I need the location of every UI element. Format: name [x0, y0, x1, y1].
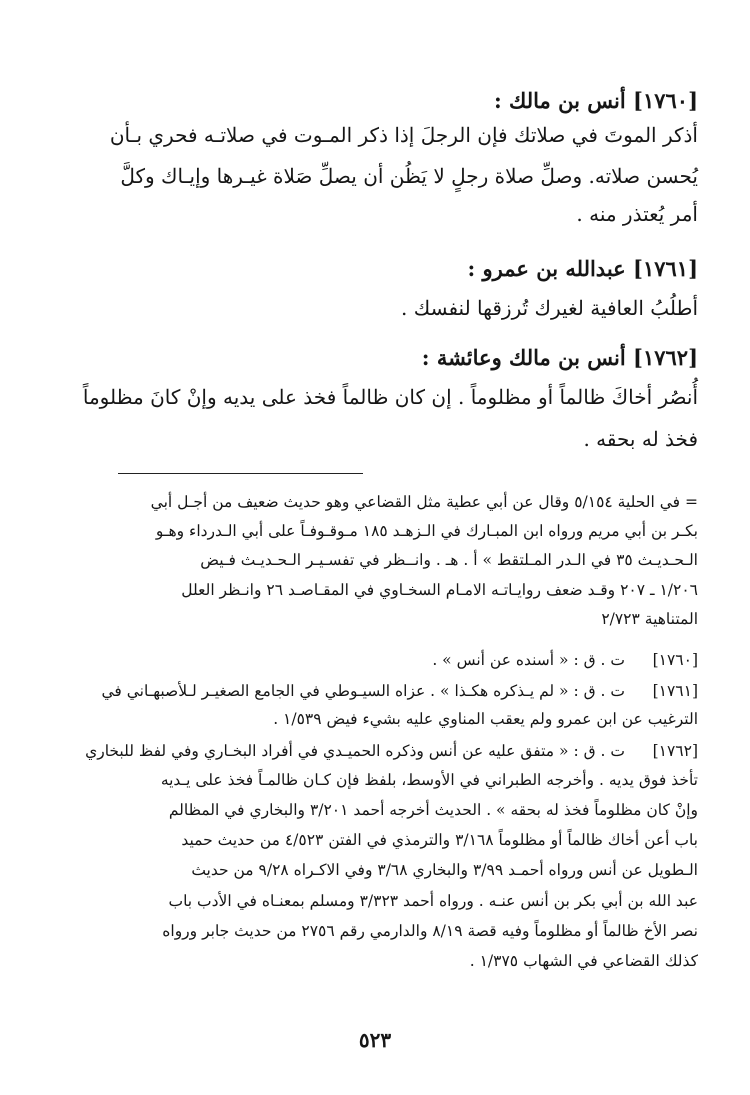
- footnote-line: ١/٢٠٦ ـ ٢٠٧ وقـد ضعف روايـاتـه الامـام السخـاوي في المقـاصـد ٢٦ وانـظر العلل: [181, 581, 698, 599]
- page-number: ٥٢٣: [358, 1028, 392, 1052]
- footnote-line: باب أعن أخاك ظالماً أو مظلوماً ٣/١٦٨ والترمذي في الفتن ٤/٥٢٣ من حديث حميد: [181, 831, 698, 849]
- hadith-text-line: أطلُبُ العافية لغيرك تُرزقها لنفسك .: [401, 296, 698, 320]
- entry-narrator: أنس بن مالك :: [493, 88, 626, 113]
- footnote-line: ت . ق : « لم يـذكره هكـذا » . عزاه السيـوطي في الجامع الصغيـر لـلأصبهـاني في: [101, 682, 625, 700]
- footnote-line: بكـر بن أبي مريم ورواه ابن المبـارك في الـزهـد ١٨٥ مـوقـوفـاً على أبي الـدرداء وهـو: [155, 522, 698, 540]
- entry-narrator: عبدالله بن عمرو :: [467, 256, 626, 281]
- footnote-number: [١٧٦٠]: [652, 651, 698, 669]
- entry-number: [١٧٦١]: [633, 256, 698, 281]
- footnote-line: عبد الله بن أبي بكر بن أنس عنـه . ورواه أحمد ٣/٣٢٣ ومسلم بمعنـاه في الأدب باب: [168, 892, 698, 910]
- hadith-text-line: يُحسن صلاته. وصلِّ صلاة رجلٍ لا يَظُن أن يصلِّ صَلاة غيـرها وإيـاك وكلَّ: [120, 164, 698, 188]
- entry-number: [١٧٦٢]: [633, 345, 698, 370]
- footnote-number: [١٧٦١]: [652, 682, 698, 700]
- entry-heading: [60, 86, 698, 116]
- footnote-line: = في الحلية ٥/١٥٤ وقال عن أبي عطية مثل القضاعي وهو حديث ضعيف من أجـل أبي: [150, 493, 698, 511]
- footnote-line: وإنْ كان مظلوماً فخذ له بحقه » . الحديث أخرجه أحمد ٣/٢٠١ والبخاري في المظالم: [168, 801, 698, 819]
- footnote-number: [١٧٦٢]: [652, 742, 698, 760]
- hadith-text-line: أذكر الموتَ في صلاتك فإن الرجلَ إذا ذكر المـوت في صلاتـه فحري بـأن: [109, 123, 698, 147]
- entry-heading: [60, 254, 698, 284]
- hadith-text-line: أمر يُعتذر منه .: [576, 202, 698, 226]
- hadith-text-line: أُنصُر أخاكَ ظالماً أو مظلوماً . إن كان ظالماً فخذ على يديه وإنْ كانَ مظلوماً: [82, 385, 698, 409]
- footnote-line: ت . ق : « متفق عليه عن أنس وذكره الحميـدي في أفراد البخـاري وفي لفظ للبخاري: [85, 742, 625, 760]
- footnote-line: نصر الأخ ظالماً أو مظلوماً وفيه قصة ٨/١٩ والدارمي رقم ٢٧٥٦ من حديث جابر ورواه: [162, 922, 698, 940]
- footnote-line: الـطويل عن أنس ورواه أحمـد ٣/٩٩ والبخاري ٣/٦٨ وفي الاكـراه ٩/٢٨ من حديث: [191, 861, 698, 879]
- footnote-line: ت . ق : « أسنده عن أنس » .: [432, 651, 625, 669]
- footnote-line: كذلك القضاعي في الشهاب ١/٣٧٥ .: [469, 952, 698, 970]
- footnote-line: الترغيب عن ابن عمرو ولم يعقب المناوي عليه بشيء فيض ١/٥٣٩ .: [273, 710, 698, 728]
- entry-heading: [60, 343, 698, 373]
- footnote-line: الـحـديـث ٣٥ في الـدر المـلتقط » أ . هـ . وانــظر في تفسـيـر الـحـديـث فـيض: [200, 551, 698, 569]
- entry-number: [١٧٦٠]: [633, 88, 698, 113]
- hadith-text-line: فخذ له بحقه .: [583, 427, 698, 451]
- footnote-separator: [118, 473, 363, 474]
- entry-narrator: أنس بن مالك وعائشة :: [421, 345, 626, 370]
- footnote-line: المتناهية ٢/٧٢٣: [601, 610, 698, 628]
- footnote-line: تأخذ فوق يديه . وأخرجه الطبراني في الأوسط، بلفظ فإن كـان ظالمـاً فخذ على يـديه: [160, 771, 698, 789]
